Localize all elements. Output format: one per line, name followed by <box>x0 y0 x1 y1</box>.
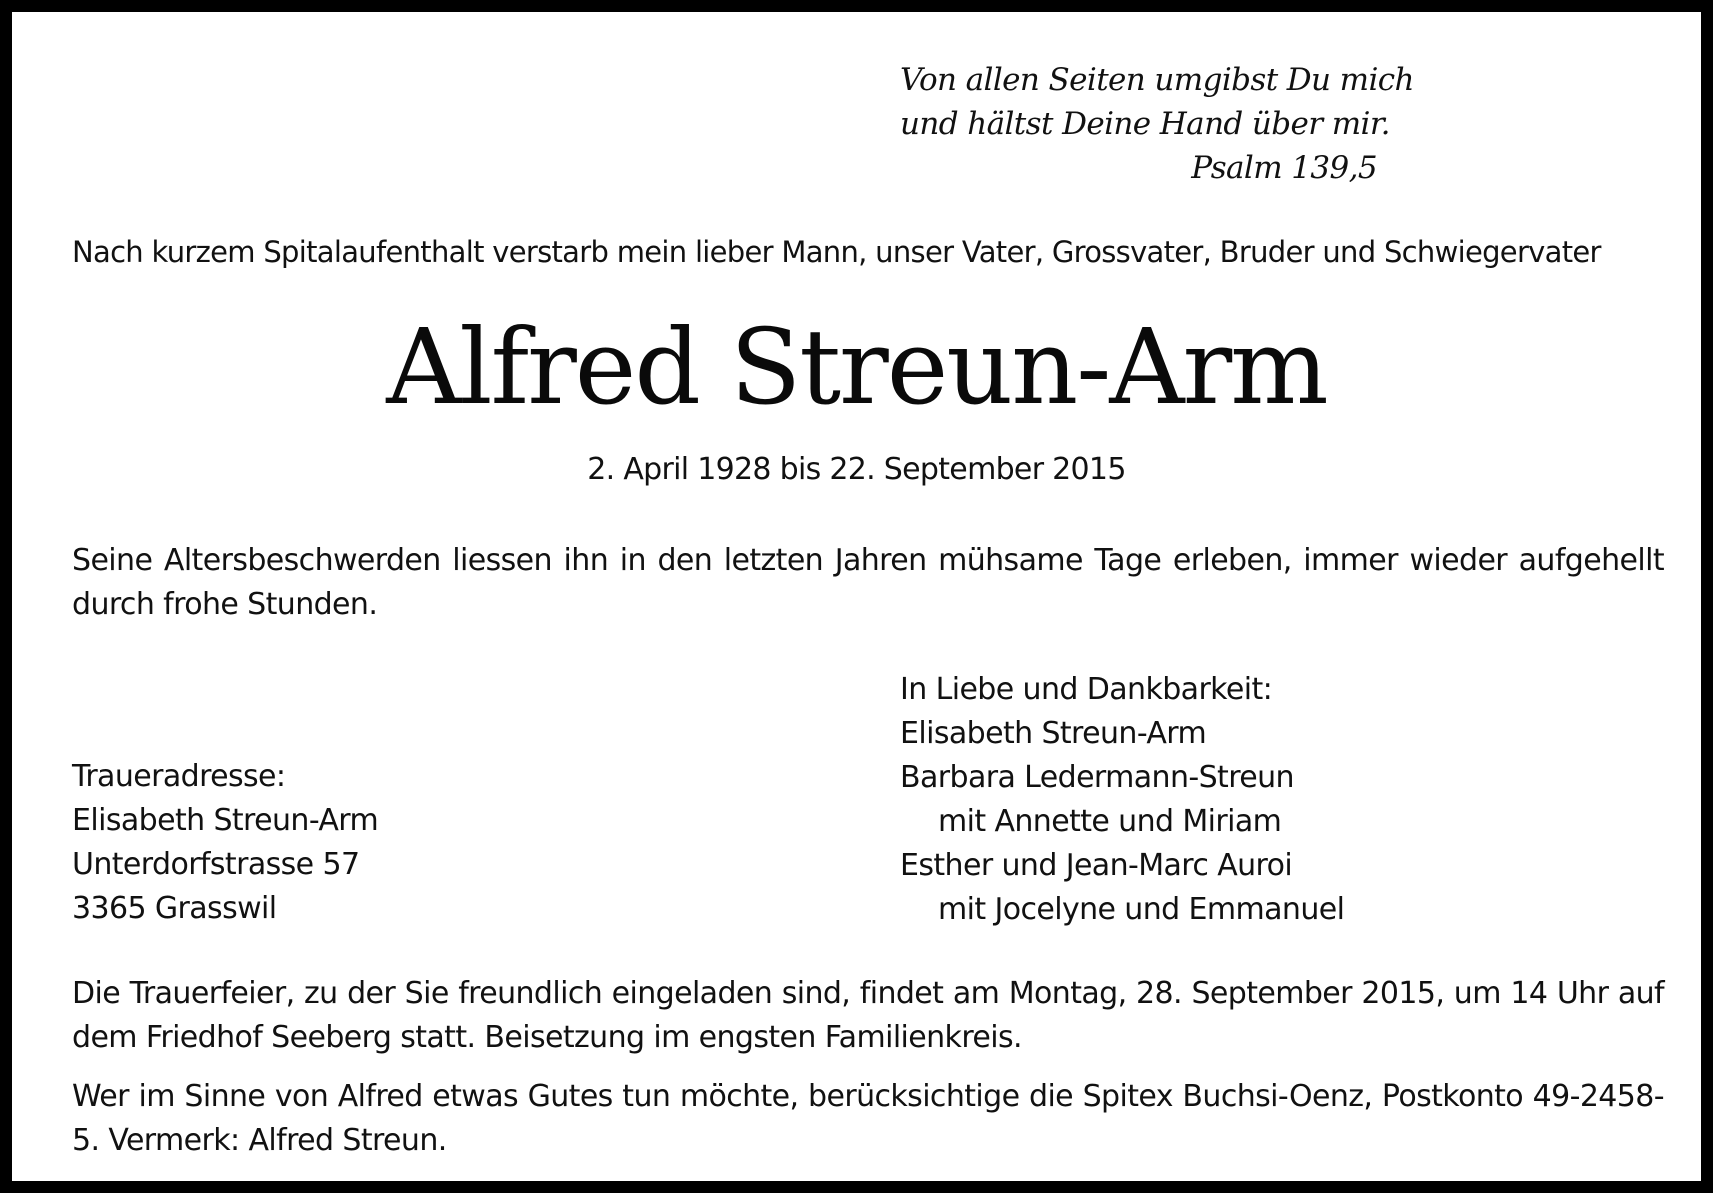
deceased-name: Alfred Streun-Arm <box>386 306 1327 428</box>
mourners-heading: In Liebe und Dankbarkeit: <box>900 672 1273 707</box>
life-dates: 2. April 1928 bis 22. September 2015 <box>587 452 1126 487</box>
tribute-paragraph: Seine Altersbeschwerden liessen ihn in den letzten Jahren mühsame Tage erleben, immer wieder aufgehellt durch frohe Stunden. <box>72 543 1664 622</box>
address-line: 3365 Grasswil <box>72 891 277 926</box>
verse-reference: Psalm 139,5 <box>1191 150 1377 186</box>
address-line: Unterdorfstrasse 57 <box>72 847 360 882</box>
mourner-entry: mit Jocelyne und Emmanuel <box>938 892 1345 927</box>
mourner-entry: Elisabeth Streun-Arm <box>900 716 1207 751</box>
intro-text: Nach kurzem Spitalaufenthalt verstarb mein lieber Mann, unser Vater, Grossvater, Bruder und Schwiegervater <box>72 235 1601 269</box>
mourner-entry: Barbara Ledermann-Streun <box>900 760 1294 795</box>
mourner-entry: Esther und Jean-Marc Auroi <box>900 848 1293 883</box>
funeral-info-paragraph: Die Trauerfeier, zu der Sie freundlich eingeladen sind, findet am Montag, 28. September 2015, um 14 Uhr auf dem Friedhof Seeberg statt. Beisetzung im engsten Familienkreis. <box>72 976 1664 1055</box>
mourners-list <box>900 668 1344 932</box>
psalm-verse <box>900 58 1414 190</box>
verse-line-1: Von allen Seiten umgibst Du mich <box>900 62 1414 98</box>
mourning-address <box>72 755 378 931</box>
donation-paragraph: Wer im Sinne von Alfred etwas Gutes tun möchte, berücksichtige die Spitex Buchsi-Oenz, Postkonto 49-2458-5. Vermerk: Alfred Streun. <box>72 1079 1664 1158</box>
verse-line-2: und hältst Deine Hand über mir. <box>900 106 1390 142</box>
address-line: Elisabeth Streun-Arm <box>72 803 379 838</box>
address-heading: Traueradresse: <box>72 759 286 794</box>
mourner-entry: mit Annette und Miriam <box>938 804 1282 839</box>
